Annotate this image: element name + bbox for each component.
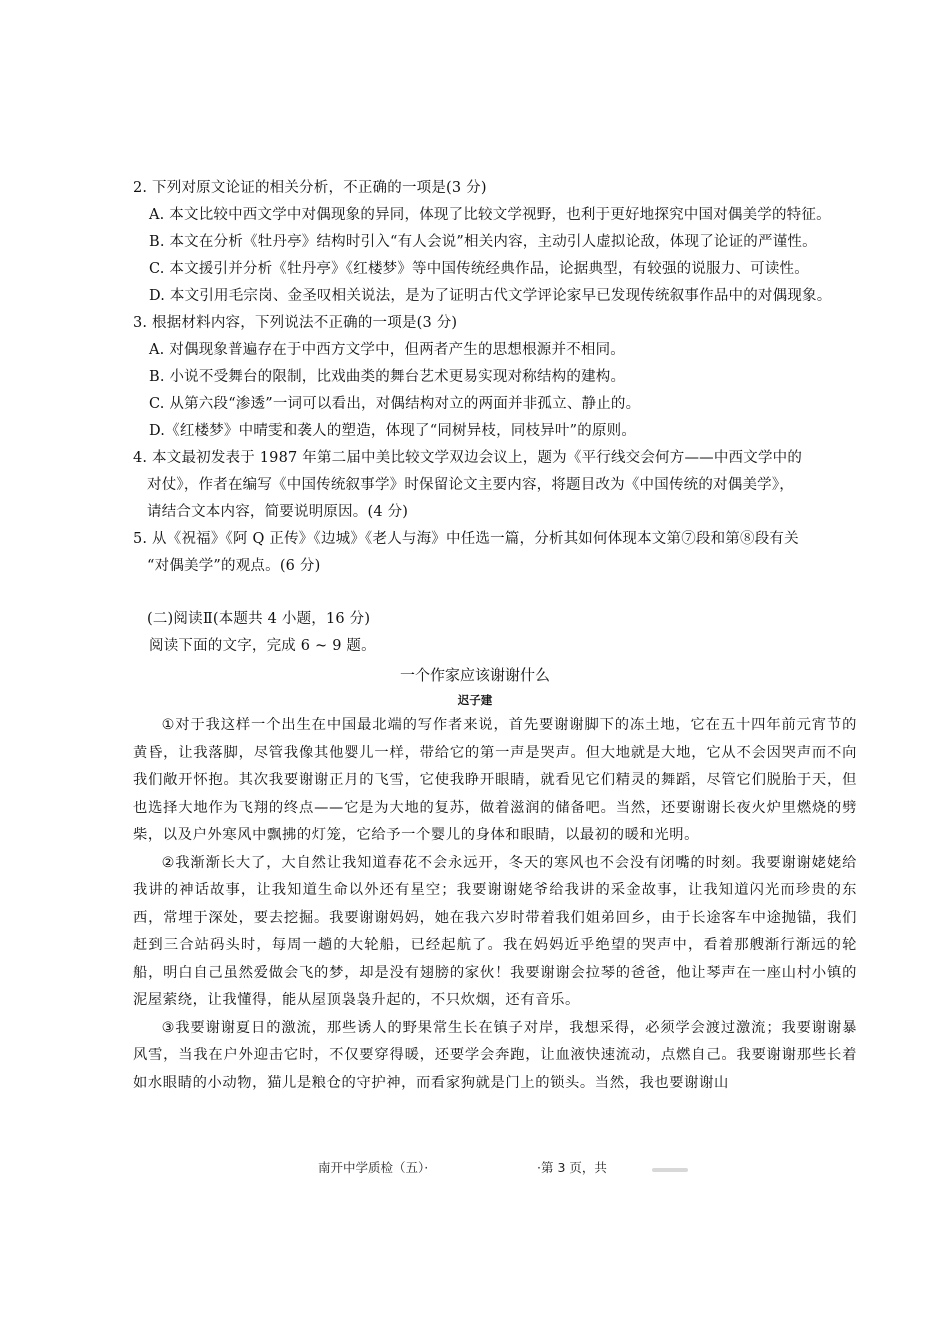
section-header	[147, 606, 867, 660]
article-author: 迟子建	[457, 693, 493, 707]
option-a: A. 对偶现象普遍存在于中西方文学中，但两者产生的思想根源并不相同。	[149, 342, 625, 358]
question-stem: 4. 本文最初发表于 1987 年第二届中美比较文学双边会议上，题为《平行线交会何方——中西文学中的	[133, 450, 803, 466]
footer-page-number: ·第 3 页，共	[537, 1160, 607, 1175]
section-heading: (二)阅读Ⅱ(本题共 4 小题，16 分)	[147, 611, 371, 627]
option-d: D.《红楼梦》中晴雯和袭人的塑造，体现了“同树异枝，同枝异叶”的原则。	[149, 423, 637, 439]
article-paragraph: ②我渐渐长大了，大自然让我知道春花不会永远开，冬天的寒风也不会没有闭嘴的时刻。我要谢谢姥姥给我讲的神话故事，让我知道生命以外还有星空；我要谢谢姥爷给我讲的采金故事，让我知道闪光而珍贵的东西，常埋于深处，要去挖掘。我要谢谢妈妈，她在我六岁时带着我们姐弟回乡，由于长途客车中途抛锚，我们赶到三合站码头时，每周一趟的大轮船，已经起航了。我在妈妈近乎绝望的哭声中，看着那艘渐行渐远的轮船，明白自己虽然爱做会飞的梦，却是没有翅膀的家伙！我要谢谢会拉琴的爸爸，他让琴声在一座山村小镇的泥屋萦绕，让我懂得，能从屋顶袅袅升起的，不只炊烟，还有音乐。	[133, 854, 857, 1008]
option-a: A. 本文比较中西文学中对偶现象的异同，体现了比较文学视野，也利于更好地探究中国对偶美学的特征。	[149, 207, 831, 223]
question-continuation: “对偶美学”的观点。(6 分)	[147, 558, 321, 574]
scan-smudge	[652, 1168, 688, 1172]
question-continuation: 对仗》，作者在编写《中国传统叙事学》时保留论文主要内容，将题目改为《中国传统的对偶美学》，	[147, 477, 794, 493]
questions-block	[133, 175, 873, 580]
option-c: C. 本文援引并分析《牡丹亭》《红楼梦》等中国传统经典作品，论据典型，有较强的说服力、可读性。	[149, 261, 809, 277]
question-stem: 3. 根据材料内容，下列说法不正确的一项是(3 分)	[133, 315, 458, 331]
article-title: 一个作家应该谢谢什么	[399, 666, 550, 684]
page-footer	[0, 1158, 950, 1178]
option-d: D. 本文引用毛宗岗、金圣叹相关说法，是为了证明古代文学评论家早已发现传统叙事作品中的对偶现象。	[149, 288, 832, 304]
option-b: B. 小说不受舞台的限制，比戏曲类的舞台艺术更易实现对称结构的建构。	[149, 369, 626, 385]
article-body	[133, 712, 857, 1097]
option-c: C. 从第六段“渗透”一词可以看出，对偶结构对立的两面并非孤立、静止的。	[149, 396, 641, 412]
article-paragraph: ①对于我这样一个出生在中国最北端的写作者来说，首先要谢谢脚下的冻土地，它在五十四年前元宵节的黄昏，让我落脚，尽管我像其他婴儿一样，带给它的第一声是哭声。但大地就是大地，它从不会因哭声而不向我们敞开怀抱。其次我要谢谢正月的飞雪，它使我睁开眼睛，就看见它们精灵的舞蹈，尽管它们脱胎于天，但也选择大地作为飞翔的终点——它是为大地的复苏，做着滋润的储备吧。当然，还要谢谢长夜火炉里燃烧的劈柴，以及户外寒风中飘拂的灯笼，它给予一个婴儿的身体和眼睛，以最初的暖和光明。	[133, 717, 857, 843]
article-paragraph: ③我要谢谢夏日的激流，那些诱人的野果常生长在镇子对岸，我想采得，必须学会渡过激流；我要谢谢暴风雪，当我在户外迎击它时，不仅要穿得暖，还要学会奔跑，让血液快速流动，点燃自己。我要谢谢那些长着如水眼睛的小动物，猫儿是粮仓的守护神，而看家狗就是门上的锁头。当然，我也要谢谢山	[133, 1019, 857, 1091]
section-instruction: 阅读下面的文字，完成 6 ~ 9 题。	[149, 638, 376, 654]
question-stem: 2. 下列对原文论证的相关分析，不正确的一项是(3 分)	[133, 180, 487, 196]
question-continuation: 请结合文本内容，简要说明原因。(4 分)	[147, 504, 409, 520]
footer-exam-name: 南开中学质检（五）·	[318, 1160, 429, 1175]
question-stem: 5. 从《祝福》《阿 Q 正传》《边城》《老人与海》中任选一篇，分析其如何体现本文第⑦段和第⑧段有关	[133, 531, 799, 547]
option-b: B. 本文在分析《牡丹亭》结构时引入“有人会说”相关内容，主动引人虚拟论敌，体现了论证的严谨性。	[149, 234, 817, 250]
